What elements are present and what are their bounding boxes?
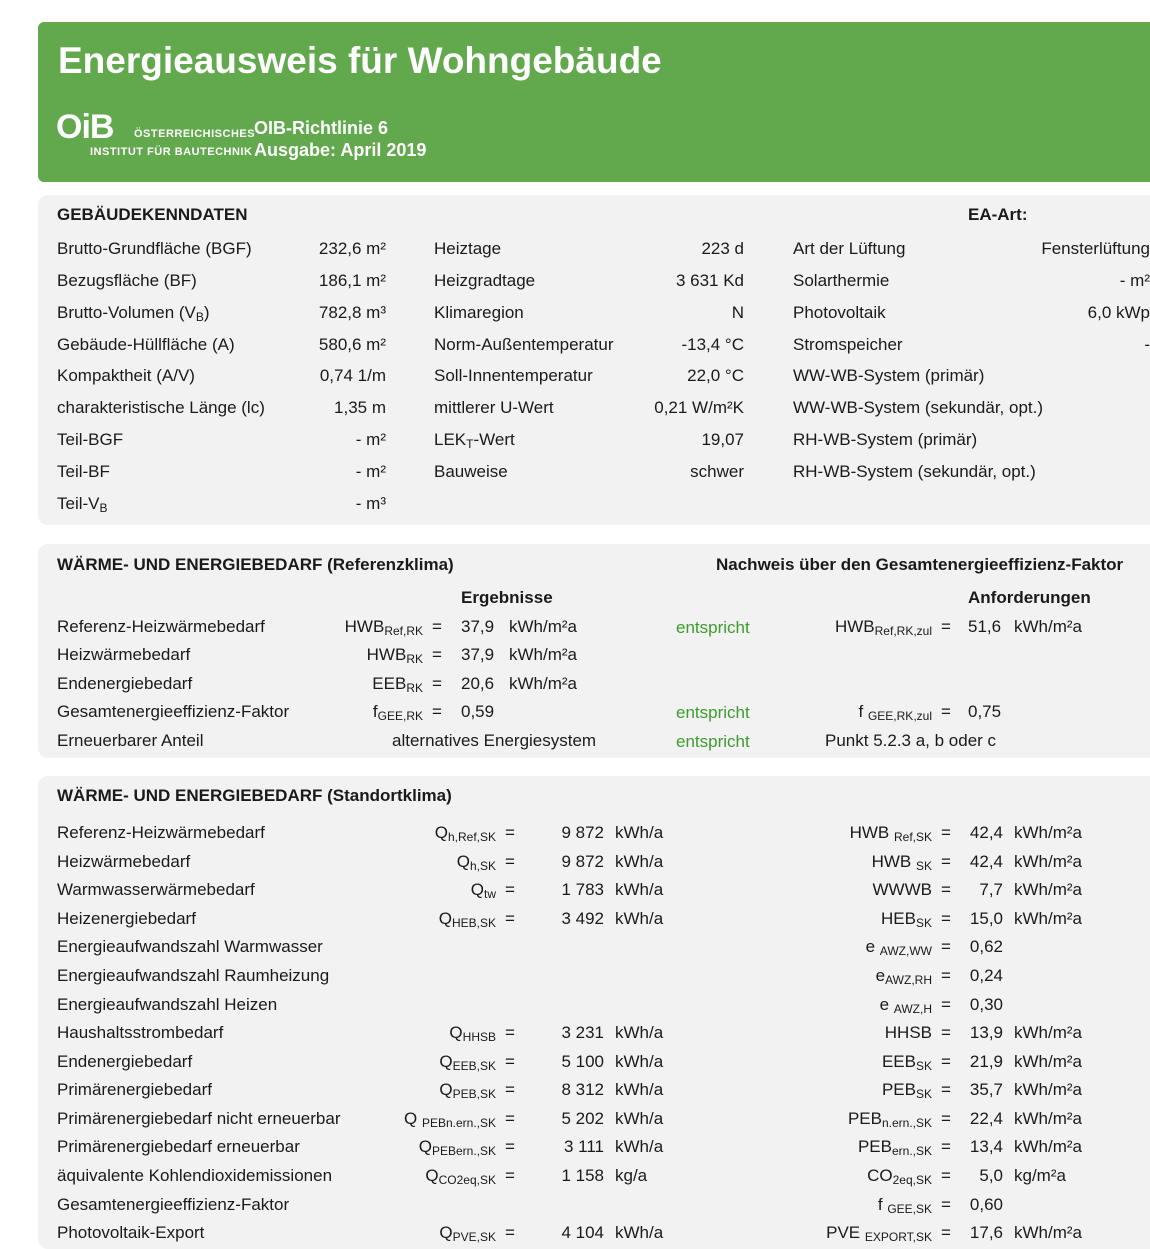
site-specific-value: 21,9 xyxy=(969,1052,1003,1071)
edition-label: Ausgabe: April 2019 xyxy=(254,140,427,160)
site-label: Gesamtenergieeffizienz-Faktor xyxy=(57,1195,290,1214)
reference-unit: kWh/m²a xyxy=(509,674,577,693)
site-specific-value: 35,7 xyxy=(969,1080,1003,1099)
specific-symbol: $EEB_{SK}$ xyxy=(881,1052,932,1073)
climate-value: 3 631 Kd xyxy=(675,271,744,290)
site-label: Primärenergiebedarf erneuerbar xyxy=(57,1137,300,1156)
equals-sign: = xyxy=(505,909,515,928)
site-specific-value: 0,60 xyxy=(969,1195,1003,1214)
equals-sign: = xyxy=(941,702,951,721)
equals-sign: = xyxy=(505,852,515,871)
anforderungen-heading: Anforderungen xyxy=(968,588,1091,607)
ergebnisse-heading: Ergebnisse xyxy=(461,588,553,607)
specific-symbol: e $_{AWZ,WW}$ xyxy=(865,937,932,958)
building-value: - m³ xyxy=(355,494,386,513)
specific-symbol: $PEB_{n.ern.,SK}$ xyxy=(847,1109,932,1130)
site-specific-unit: kWh/m²a xyxy=(1014,1023,1082,1042)
q-symbol: $Q_{HHSB}$ xyxy=(449,1023,496,1044)
specific-symbol: $PEB_{SK}$ xyxy=(881,1080,932,1101)
equals-sign: = xyxy=(505,1052,515,1071)
reference-unit: kWh/m²a xyxy=(509,645,577,664)
site-specific-unit: kWh/m²a xyxy=(1014,1223,1082,1242)
site-absolute-unit: kWh/a xyxy=(615,1023,664,1042)
equals-sign: = xyxy=(505,1109,515,1128)
erneuerbar-label: Erneuerbarer Anteil xyxy=(57,731,204,750)
climate-label: Heiztage xyxy=(434,239,502,258)
climate-label: $LEK_T$-Wert xyxy=(434,430,515,451)
status-entspricht: entspricht xyxy=(676,618,750,637)
climate-value: 223 d xyxy=(701,239,744,258)
site-specific-value: 0,30 xyxy=(969,995,1003,1014)
site-label: Primärenergiebedarf xyxy=(57,1080,212,1099)
system-label: WW-WB-System (sekundär, opt.) xyxy=(793,398,1044,417)
site-absolute-value: 5 202 xyxy=(561,1109,604,1128)
system-label: RH-WB-System (sekundär, opt.) xyxy=(793,462,1036,481)
climate-label: Norm-Außentemperatur xyxy=(434,335,614,354)
equals-sign: = xyxy=(941,852,951,871)
system-label: RH-WB-System (primär) xyxy=(793,430,978,449)
requirement-unit: kWh/m²a xyxy=(1014,617,1082,636)
climate-label: Klimaregion xyxy=(434,303,524,322)
q-symbol: $Q_{tw}$ xyxy=(470,880,496,901)
requirement-value: 0,75 xyxy=(968,702,1002,721)
q-symbol: $Q_{EEB,SK}$ xyxy=(439,1052,496,1073)
site-specific-unit: kWh/m²a xyxy=(1014,1137,1082,1156)
equals-sign: = xyxy=(432,674,442,693)
site-label: Photovoltaik-Export xyxy=(57,1223,205,1242)
q-symbol: $Q_{PEBern.,SK}$ xyxy=(418,1137,496,1158)
equals-sign: = xyxy=(505,1080,515,1099)
site-label: Energieaufwandszahl Heizen xyxy=(57,995,278,1014)
building-value: 782,8 m³ xyxy=(318,303,386,322)
site-label: Warmwasserwärmebedarf xyxy=(57,880,255,899)
site-absolute-value: 3 111 xyxy=(563,1137,604,1156)
equals-sign: = xyxy=(941,1223,951,1242)
specific-symbol: f $_{GEE,SK}$ xyxy=(877,1195,932,1216)
site-specific-value: 13,9 xyxy=(969,1023,1003,1042)
section-title-standort: WÄRME- UND ENERGIEBEDARF (Standortklima) xyxy=(57,786,452,805)
equals-sign: = xyxy=(941,1109,951,1128)
requirement-symbol: f $_{GEE,RK,zul}$ xyxy=(858,702,932,723)
site-specific-value: 7,7 xyxy=(979,880,1003,899)
section-title-referenz: WÄRME- UND ENERGIEBEDARF (Referenzklima) xyxy=(57,555,454,574)
erneuerbar-status: entspricht xyxy=(676,732,750,751)
building-label: Teil-$V_B$ xyxy=(57,494,108,515)
equals-sign: = xyxy=(941,880,951,899)
building-value: 186,1 m² xyxy=(318,271,386,290)
reference-climate-panel xyxy=(38,544,1150,758)
q-symbol: $Q_{h,Ref,SK}$ xyxy=(434,823,496,844)
system-value: - xyxy=(1144,335,1150,354)
equals-sign: = xyxy=(505,1023,515,1042)
site-absolute-unit: kWh/a xyxy=(615,852,664,871)
header-banner xyxy=(38,22,1150,182)
reference-symbol: $HWB_{Ref,RK}$ xyxy=(344,617,423,638)
equals-sign: = xyxy=(505,880,515,899)
equals-sign: = xyxy=(505,1166,515,1185)
site-absolute-unit: kWh/a xyxy=(615,1052,664,1071)
site-absolute-unit: kWh/a xyxy=(615,1109,664,1128)
equals-sign: = xyxy=(941,1052,951,1071)
site-absolute-value: 5 100 xyxy=(561,1052,604,1071)
system-value: 6,0 kWp xyxy=(1087,303,1150,322)
equals-sign: = xyxy=(941,1166,951,1185)
site-specific-value: 15,0 xyxy=(969,909,1003,928)
site-specific-unit: kWh/m²a xyxy=(1014,823,1082,842)
building-value: 0,74 1/m xyxy=(319,366,386,385)
site-absolute-value: 9 872 xyxy=(561,852,604,871)
building-label: Bezugsfläche (BF) xyxy=(57,271,197,290)
specific-symbol: e $_{AWZ,H}$ xyxy=(879,995,932,1016)
q-symbol: $Q_{PEB,SK}$ xyxy=(439,1080,496,1101)
site-specific-unit: kWh/m²a xyxy=(1014,852,1082,871)
site-absolute-value: 8 312 xyxy=(561,1080,604,1099)
site-specific-value: 5,0 xyxy=(979,1166,1003,1185)
building-value: - m² xyxy=(355,430,386,449)
reference-unit: kWh/m²a xyxy=(509,617,577,636)
site-absolute-unit: kWh/a xyxy=(615,1080,664,1099)
site-specific-value: 13,4 xyxy=(969,1137,1003,1156)
climate-value: 0,21 W/m²K xyxy=(654,398,744,417)
climate-label: mittlerer U-Wert xyxy=(434,398,554,417)
equals-sign: = xyxy=(432,702,442,721)
ea-art-label: EA-Art: xyxy=(968,205,1028,224)
q-symbol: $Q_{h,SK}$ xyxy=(456,852,496,873)
system-label: WW-WB-System (primär) xyxy=(793,366,985,385)
site-label: Heizenergiebedarf xyxy=(57,909,196,928)
system-label: Art der Lüftung xyxy=(793,239,906,258)
site-specific-unit: kWh/m²a xyxy=(1014,909,1082,928)
erneuerbar-requirement: Punkt 5.2.3 a, b oder c xyxy=(825,731,997,750)
section-title-gebaeude: GEBÄUDEKENNDATEN xyxy=(57,205,248,224)
specific-symbol: $PEB_{ern.,SK}$ xyxy=(857,1137,932,1158)
site-label: Haushaltsstrombedarf xyxy=(57,1023,224,1042)
building-value: 580,6 m² xyxy=(318,335,386,354)
site-absolute-value: 1 783 xyxy=(561,880,604,899)
system-label: Photovoltaik xyxy=(793,303,886,322)
site-specific-unit: kWh/m²a xyxy=(1014,1109,1082,1128)
status-entspricht: entspricht xyxy=(676,703,750,722)
site-specific-unit: kWh/m²a xyxy=(1014,1052,1082,1071)
equals-sign: = xyxy=(941,823,951,842)
site-label: äquivalente Kohlendioxidemissionen xyxy=(57,1166,333,1185)
reference-symbol: $EEB_{RK}$ xyxy=(372,674,423,695)
climate-label: Bauweise xyxy=(434,462,508,481)
logo-line-2: INSTITUT FÜR BAUTECHNIK xyxy=(90,146,253,158)
logo-line-1: ÖSTERREICHISCHES xyxy=(134,128,256,140)
nachweis-heading: Nachweis über den Gesamtenergieeffizienz-Faktor xyxy=(716,555,1124,574)
building-label: charakteristische Länge (lc) xyxy=(57,398,265,417)
equals-sign: = xyxy=(941,937,951,956)
equals-sign: = xyxy=(941,995,951,1014)
equals-sign: = xyxy=(505,1223,515,1242)
equals-sign: = xyxy=(432,645,442,664)
equals-sign: = xyxy=(941,1137,951,1156)
guideline-label: OIB-Richtlinie 6 xyxy=(254,118,389,138)
site-specific-value: 0,24 xyxy=(969,966,1003,985)
reference-symbol: $f_{GEE,RK}$ xyxy=(372,702,423,723)
site-absolute-value: 1 158 xyxy=(561,1166,604,1185)
site-absolute-value: 4 104 xyxy=(561,1223,604,1242)
building-value: 1,35 m xyxy=(334,398,386,417)
reference-label: Referenz-Heizwärmebedarf xyxy=(57,617,265,636)
specific-symbol: HHSB xyxy=(884,1023,932,1042)
specific-symbol: HWB $_{Ref,SK}$ xyxy=(849,823,932,844)
reference-label: Heizwärmebedarf xyxy=(57,645,191,664)
climate-value: 19,07 xyxy=(701,430,744,449)
specific-symbol: HWB $_{SK}$ xyxy=(871,852,932,873)
q-symbol: $Q_{CO2eq,SK}$ xyxy=(425,1166,496,1187)
oib-logo: OiB xyxy=(56,108,114,146)
climate-value: schwer xyxy=(690,462,744,481)
building-value: - m² xyxy=(355,462,386,481)
site-specific-value: 42,4 xyxy=(969,852,1003,871)
requirement-symbol: $HWB_{Ref,RK,zul}$ xyxy=(834,617,932,638)
site-absolute-unit: kWh/a xyxy=(615,880,664,899)
site-specific-unit: kWh/m²a xyxy=(1014,1080,1082,1099)
building-label: Brutto-Grundfläche (BGF) xyxy=(57,239,252,258)
specific-symbol: $HEB_{SK}$ xyxy=(881,909,932,930)
q-symbol: $Q_{PVE,SK}$ xyxy=(439,1223,496,1244)
site-label: Referenz-Heizwärmebedarf xyxy=(57,823,265,842)
site-absolute-unit: kWh/a xyxy=(615,1223,664,1242)
site-absolute-value: 3 231 xyxy=(561,1023,604,1042)
climate-value: -13,4 °C xyxy=(681,335,744,354)
specific-symbol: WWWB xyxy=(872,880,932,899)
reference-value: 0,59 xyxy=(461,702,495,721)
equals-sign: = xyxy=(941,1080,951,1099)
reference-symbol: $HWB_{RK}$ xyxy=(366,645,423,666)
requirement-value: 51,6 xyxy=(968,617,1002,636)
building-label: Teil-BGF xyxy=(57,430,124,449)
erneuerbar-value: alternatives Energiesystem xyxy=(392,731,597,750)
reference-value: 20,6 xyxy=(461,674,495,693)
reference-value: 37,9 xyxy=(461,617,495,636)
equals-sign: = xyxy=(941,1195,951,1214)
climate-value: N xyxy=(731,303,744,322)
equals-sign: = xyxy=(941,966,951,985)
site-specific-value: 22,4 xyxy=(969,1109,1003,1128)
site-absolute-value: 3 492 xyxy=(561,909,604,928)
specific-symbol: $e_{AWZ,RH}$ xyxy=(875,966,932,987)
building-label: Teil-BF xyxy=(57,462,110,481)
climate-value: 22,0 °C xyxy=(687,366,744,385)
site-absolute-unit: kWh/a xyxy=(615,909,664,928)
system-label: Solarthermie xyxy=(793,271,890,290)
equals-sign: = xyxy=(941,1023,951,1042)
building-label: Gebäude-Hüllfläche (A) xyxy=(57,335,235,354)
equals-sign: = xyxy=(432,617,442,636)
equals-sign: = xyxy=(505,1137,515,1156)
reference-value: 37,9 xyxy=(461,645,495,664)
system-label: Stromspeicher xyxy=(793,335,903,354)
building-label: Brutto-Volumen $(V_B)$ xyxy=(57,303,210,324)
site-specific-unit: kg/m²a xyxy=(1014,1166,1066,1185)
specific-symbol: PVE $_{EXPORT,SK}$ xyxy=(826,1223,932,1244)
building-value: 232,6 m² xyxy=(318,239,386,258)
system-value: - m² xyxy=(1119,271,1150,290)
site-label: Energieaufwandszahl Warmwasser xyxy=(57,937,323,956)
site-absolute-unit: kg/a xyxy=(615,1166,648,1185)
site-absolute-value: 9 872 xyxy=(561,823,604,842)
document-title: Energieausweis für Wohngebäude xyxy=(58,40,662,81)
equals-sign: = xyxy=(505,823,515,842)
building-label: Kompaktheit (A/V) xyxy=(57,366,195,385)
site-specific-value: 0,62 xyxy=(969,937,1003,956)
equals-sign: = xyxy=(941,617,951,636)
reference-label: Gesamtenergieeffizienz-Faktor xyxy=(57,702,290,721)
site-label: Primärenergiebedarf nicht erneuerbar xyxy=(57,1109,341,1128)
climate-label: Soll-Innentemperatur xyxy=(434,366,593,385)
site-specific-value: 42,4 xyxy=(969,823,1003,842)
q-symbol: $Q_{HEB,SK}$ xyxy=(438,909,496,930)
site-absolute-unit: kWh/a xyxy=(615,1137,664,1156)
equals-sign: = xyxy=(941,909,951,928)
reference-label: Endenergiebedarf xyxy=(57,674,193,693)
q-symbol: Q $_{PEBn.ern.,SK}$ xyxy=(404,1109,496,1130)
system-value: Fensterlüftung xyxy=(1041,239,1150,258)
site-label: Endenergiebedarf xyxy=(57,1052,193,1071)
site-specific-value: 17,6 xyxy=(969,1223,1003,1242)
site-specific-unit: kWh/m²a xyxy=(1014,880,1082,899)
site-absolute-unit: kWh/a xyxy=(615,823,664,842)
site-label: Energieaufwandszahl Raumheizung xyxy=(57,966,330,985)
specific-symbol: $CO_{2eq,SK}$ xyxy=(867,1166,932,1187)
site-label: Heizwärmebedarf xyxy=(57,852,191,871)
climate-label: Heizgradtage xyxy=(434,271,536,290)
